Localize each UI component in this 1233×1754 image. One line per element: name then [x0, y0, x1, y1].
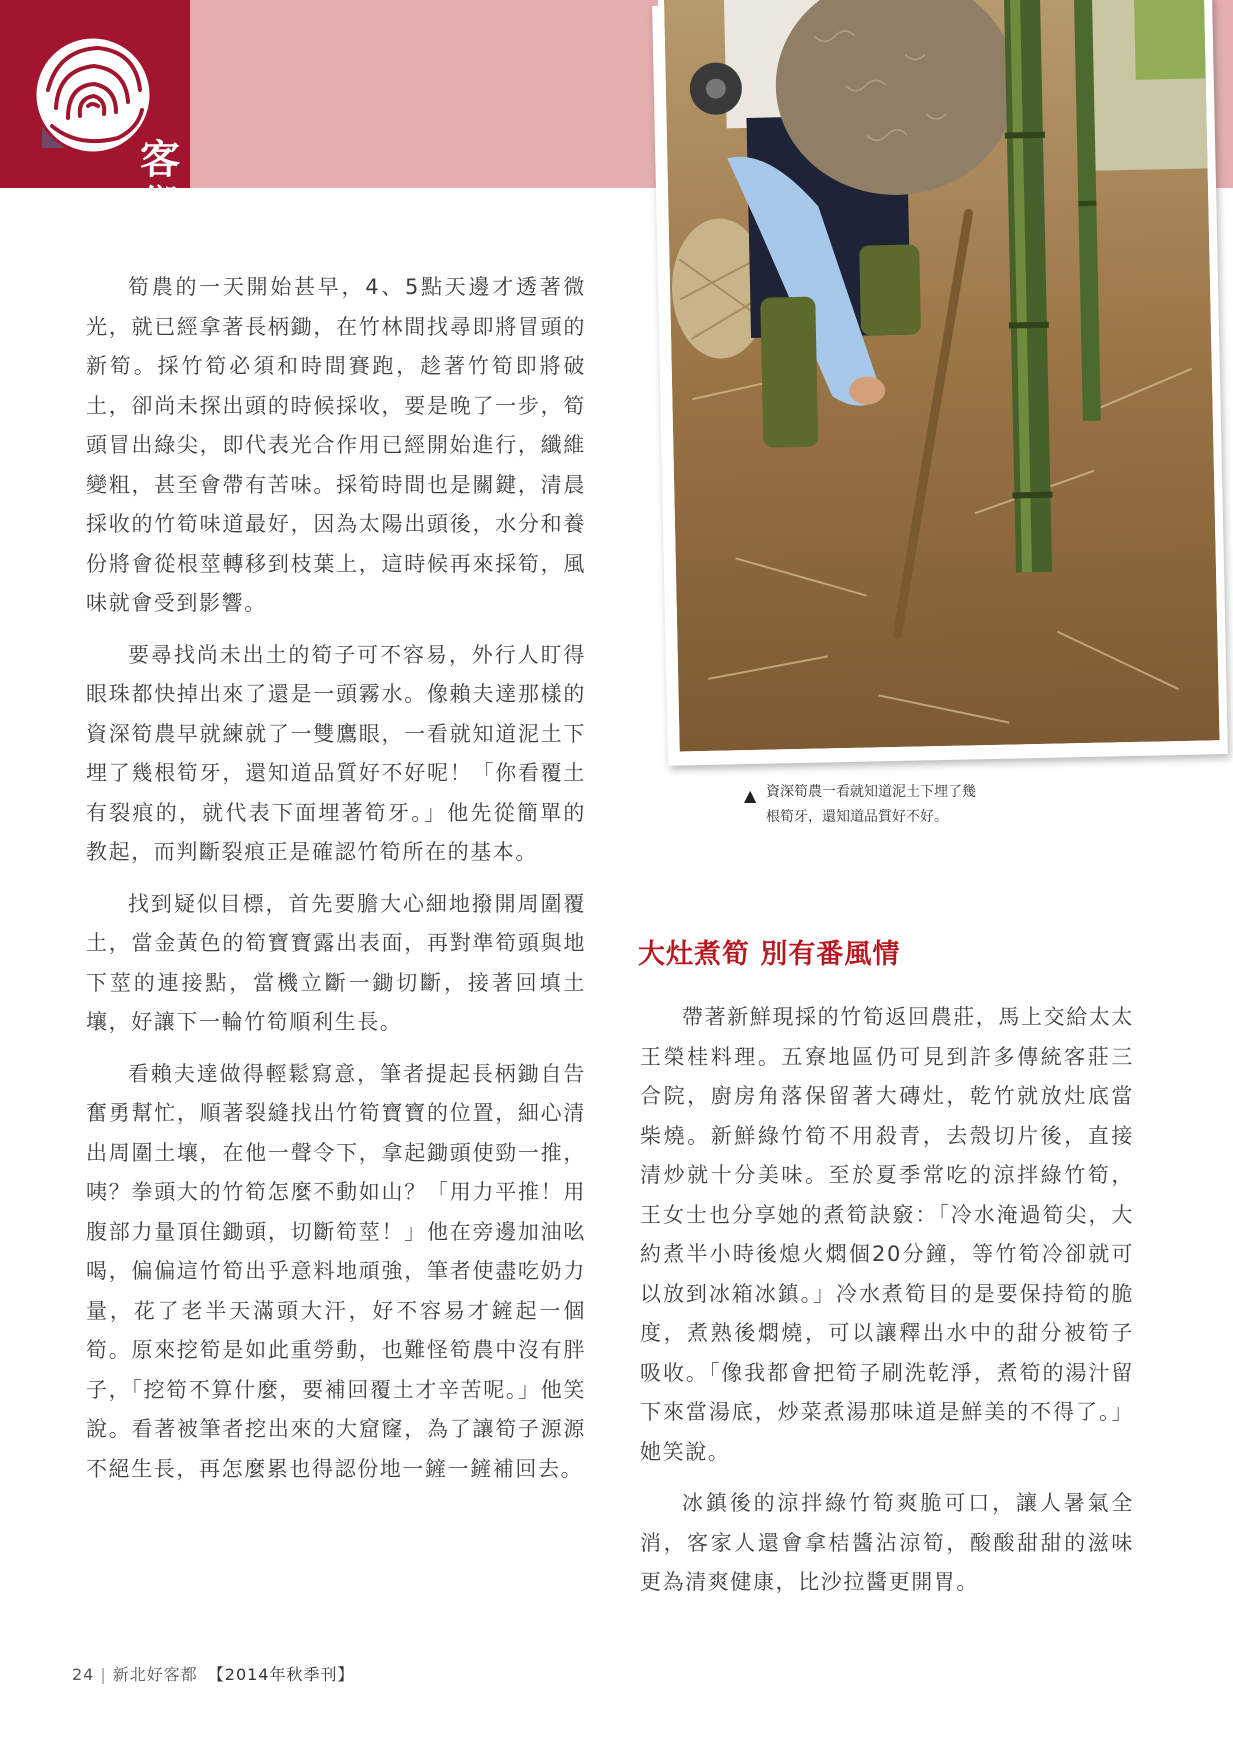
caption-line-2: 根筍牙，還知道品質好不好。: [766, 809, 948, 825]
right-column: [640, 998, 1134, 1615]
paragraph: 要尋找尚未出土的筍子可不容易，外行人盯得眼珠都快掉出來了還是一頭霧水。像賴夫達那樣的資深筍農早就練就了一雙鷹眼，一看就知道泥土下埋了幾根筍牙，還知道品質好不好呢！「你看覆土有裂痕的，就代表下面埋著筍牙。」他先從簡單的教起，而判斷裂痕正是確認竹筍所在的基本。: [86, 642, 586, 864]
photo-frame: [652, 0, 1228, 766]
header-band: [188, 0, 658, 188]
photo-caption: [744, 780, 1086, 830]
paragraph: 筍農的一天開始甚早，4、5點天邊才透著微光，就已經拿著長柄鋤，在竹林間找尋即將冒頭的新筍。採竹筍必須和時間賽跑，趁著竹筍即將破土，卻尚未探出頭的時候採收，要是晚了一步，筍頭冒出綠尖，即代表光合作用已經開始進行，纖維變粗，甚至會帶有苦味。採筍時間也是關鍵，清晨採收的竹筍味道最好，因為太陽出頭後，水分和養份將會從根莖轉移到枝葉上，這時候再來採筍，風味就會受到影響。: [86, 275, 586, 615]
section-title-rest: 鄉情: [140, 182, 179, 261]
paragraph: 帶著新鮮現採的竹筍返回農莊，馬上交給太太王榮桂料理。五寮地區仍可見到許多傳統客莊三合院，廚房角落保留著大磚灶，乾竹就放灶底當柴燒。新鮮綠竹筍不用殺青，去殼切片後，直接清炒就十分美味。至於夏季常吃的涼拌綠竹筍，王女士也分享她的煮筍訣竅：「冷水淹過筍尖，大約煮半小時後熄火燜個20分鐘，等竹筍冷卻就可以放到冰箱冰鎮。」冷水煮筍目的是要保持筍的脆度，煮熟後燜燒，可以讓釋出水中的甜分被筍子吸收。「像我都會把筍子刷洗乾淨，煮筍的湯汁留下來當湯底，炒菜煮湯那味道是鮮美的不得了。」她笑說。: [640, 1005, 1134, 1464]
farmer-digging-photo: [664, 0, 1220, 752]
left-column: [86, 268, 586, 1501]
issue-label: 【2014年秋季刊】: [207, 1665, 355, 1684]
paragraph: 找到疑似目標，首先要膽大心細地撥開周圍覆土，當金黃色的筍寶寶露出表面，再對準筍頭與地下莖的連接點，當機立斷一鋤切斷，接著回填土壤，好讓下一輪竹筍順利生長。: [86, 891, 586, 1034]
caption-triangle-icon: ▲: [744, 786, 757, 805]
paragraph: 冰鎮後的涼拌綠竹筍爽脆可口，讓人暑氣全消，客家人還會拿桔醬沾涼筍，酸酸甜甜的滋味更為清爽健康，比沙拉醬更開胃。: [640, 1491, 1134, 1594]
magazine-name: 新北好客都: [112, 1665, 198, 1684]
page-footer: [72, 1662, 355, 1685]
section-heading: 大灶煮筍 別有番風情: [638, 939, 901, 970]
caption-line-1: 資深筍農一看就知道泥土下埋了幾: [766, 784, 976, 800]
section-title-first: 客: [140, 137, 182, 183]
section-logo: [0, 0, 190, 261]
footer-separator: |: [100, 1665, 107, 1684]
section-title: [140, 137, 190, 261]
paragraph: 看賴夫達做得輕鬆寫意，筆者提起長柄鋤自告奮勇幫忙，順著裂縫找出竹筍寶寶的位置，細心清出周圍土壤，在他一聲令下，拿起鋤頭使勁一推，咦？拳頭大的竹筍怎麼不動如山？「用力平推！用腹部力量頂住鋤頭，切斷筍莖！」他在旁邊加油吆喝，偏偏這竹筍出乎意料地頑強，筆者使盡吃奶力量，花了老半天滿頭大汗，好不容易才鏟起一個筍。原來挖筍是如此重勞動，也難怪筍農中沒有胖子，「挖筍不算什麼，要補回覆土才辛苦呢。」他笑說。看著被筆者挖出來的大窟窿，為了讓筍子源源不絕生長，再怎麼累也得認份地一鏟一鏟補回去。: [86, 1061, 586, 1481]
page-number: 24: [72, 1665, 95, 1684]
rose-icon: [28, 30, 158, 160]
photo: [656, 0, 1226, 780]
